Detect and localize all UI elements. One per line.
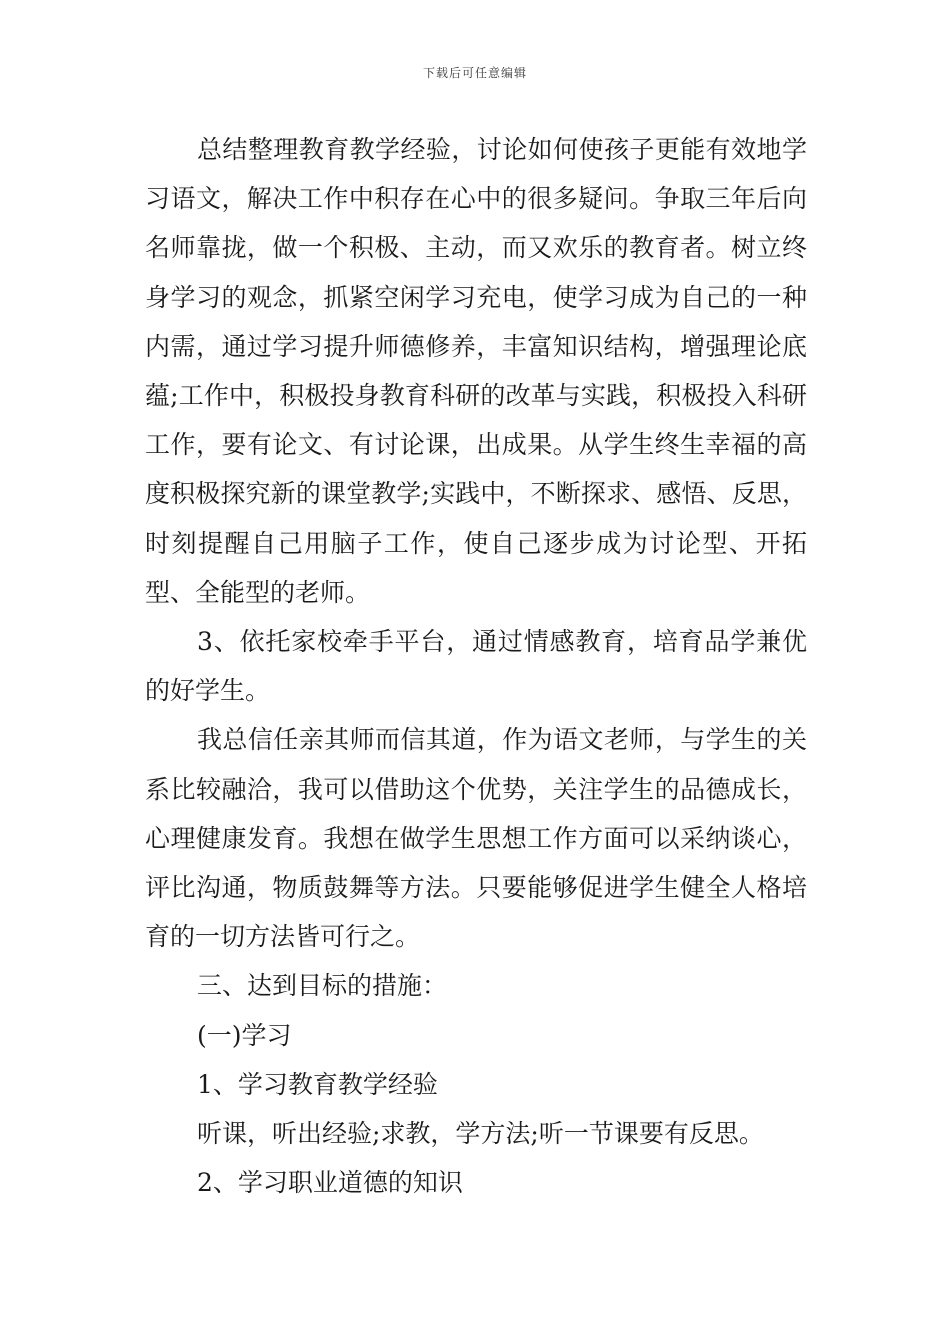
paragraph-item-3: 3、依托家校牵手平台，通过情感教育，培育品学兼优的好学生。 (145, 627, 807, 706)
paragraph-summary: 总结整理教育教学经验，讨论如何使孩子更能有效地学习语文，解决工作中积存在心中的很多疑问。争取三年后向名师靠拢，做一个积极、主动，而又欢乐的教育者。树立终身学习的观念，抓紧空闲学习充电，使学习成为自己的一种内需，通过学习提升师德修养，丰富知识结构，增强理论底蕴;工作中，积极投身教育科研的改革与实践，积极投入科研工作，要有论文、有讨论课，出成果。从学生终生幸福的高度积极探究新的课堂教学;实践中，不断探求、感悟、反思，时刻提醒自己用脑子工作，使自己逐步成为讨论型、开拓型、全能型的老师。 (145, 135, 807, 607)
list-item-2: 2、学习职业道德的知识 (197, 1168, 463, 1198)
document-body (145, 125, 807, 1207)
subsection-heading-study: (一)学习 (197, 1020, 292, 1050)
section-heading-measures: 三、达到目标的措施： (197, 971, 448, 1001)
paragraph-belief: 我总信任亲其师而信其道，作为语文老师，与学生的关系比较融洽，我可以借助这个优势，关注学生的品德成长，心理健康发育。我想在做学生思想工作方面可以采纳谈心，评比沟通，物质鼓舞等方法。只要能够促进学生健全人格培育的一切方法皆可行之。 (145, 725, 807, 952)
page-header: 下载后可任意编辑 (422, 66, 527, 80)
paragraph-listening: 听课，听出经验;求教，学方法;听一节课要有反思。 (197, 1119, 764, 1149)
list-item-1: 1、学习教育教学经验 (197, 1069, 438, 1099)
